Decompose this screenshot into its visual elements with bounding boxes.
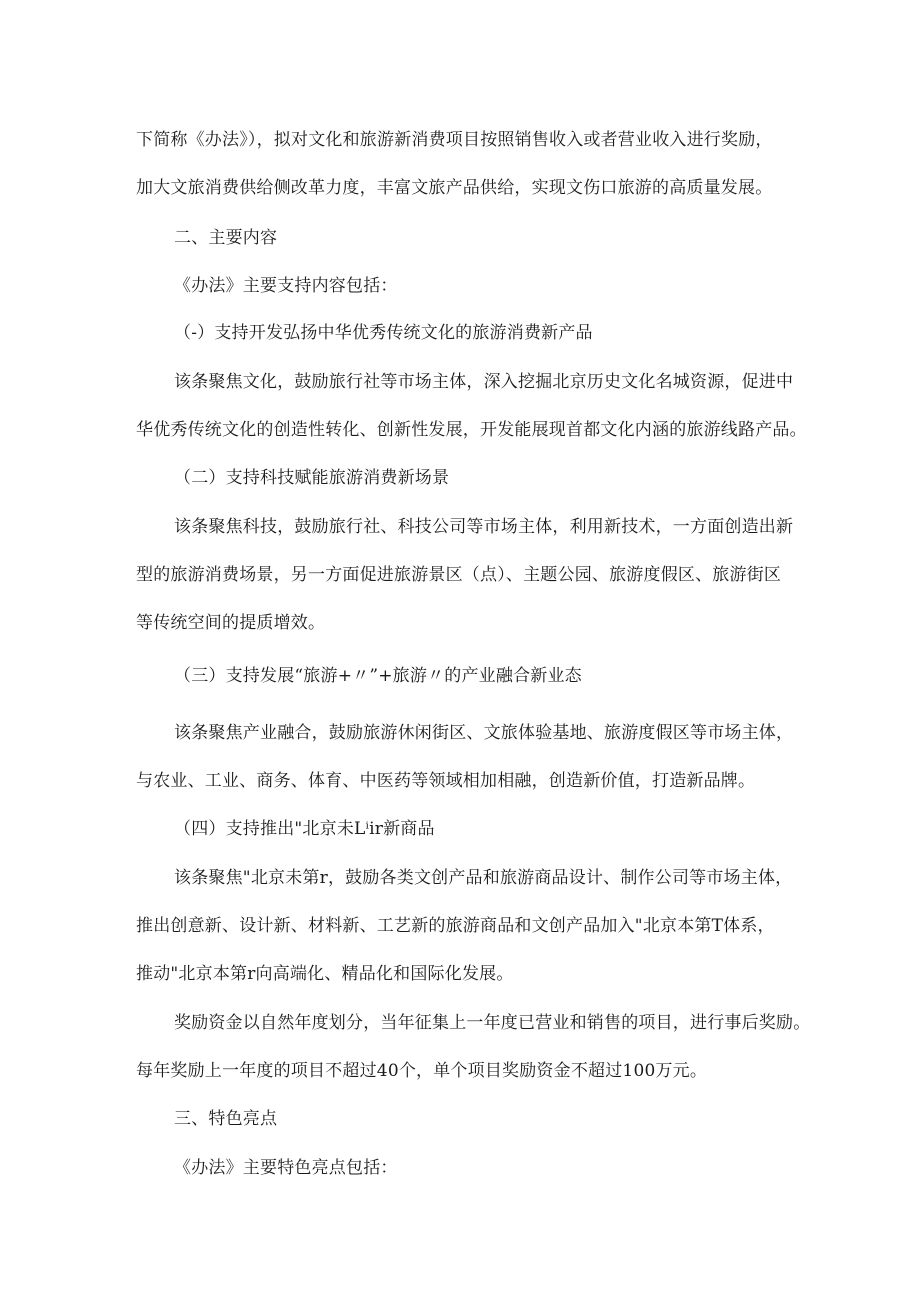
paragraph-line: 下简称《办法》），拟对文化和旅游新消费项目按照销售收入或者营业收入进行奖励， xyxy=(136,130,773,150)
paragraph-line: 奖励资金以自然年度划分，当年征集上一年度已营业和销售的项目，进行事后奖励。 xyxy=(174,1013,811,1033)
section-heading: 三、特色亮点 xyxy=(174,1109,278,1129)
paragraph-line: 该条聚焦"北京未第r，鼓励各类文创产品和旅游商品设计、制作公司等市场主体， xyxy=(174,868,793,888)
subsection-heading: （三）支持发展“旅游+〃”+旅游〃的产业融合新业态 xyxy=(174,666,582,686)
paragraph-line: 等传统空间的提质增效。 xyxy=(136,613,326,633)
paragraph-line: 每年奖励上一年度的项目不超过40个，单个项目奖励资金不超过100万元。 xyxy=(136,1061,708,1081)
subsection-heading: （-）支持开发弘扬中华优秀传统文化的旅游消费新产品 xyxy=(174,323,593,343)
paragraph-line: 《办法》主要支持内容包括： xyxy=(174,276,398,296)
subsection-heading: （四）支持推出"北京未Lⁱir新商品 xyxy=(174,819,435,839)
paragraph-line: 加大文旅消费供给侧改革力度，丰富文旅产品供给，实现文伤口旅游的高质量发展。 xyxy=(136,178,773,198)
paragraph-line: 《办法》主要特色亮点包括： xyxy=(174,1158,398,1178)
subsection-heading: （二）支持科技赋能旅游消费新场景 xyxy=(174,468,450,488)
paragraph-line: 推动"北京本第r向高端化、精品化和国际化发展。 xyxy=(136,964,514,984)
paragraph-line: 华优秀传统文化的创造性转化、创新性发展，开发能展现首都文化内涵的旅游线路产品。 xyxy=(136,420,807,440)
section-heading: 二、主要内容 xyxy=(174,228,278,248)
paragraph-line: 推出创意新、设计新、材料新、工艺新的旅游商品和文创产品加入"北京本第T体系， xyxy=(136,916,775,936)
paragraph-line: 与农业、工业、商务、体育、中医药等领域相加相融，创造新价值，打造新品牌。 xyxy=(136,771,756,791)
paragraph-line: 该条聚焦产业融合，鼓励旅游休闲街区、文旅体验基地、旅游度假区等市场主体， xyxy=(174,723,794,743)
paragraph-line: 型的旅游消费场景，另一方面促进旅游景区（点）、主题公园、旅游度假区、旅游街区 xyxy=(136,565,782,585)
paragraph-line: 该条聚焦科技，鼓励旅行社、科技公司等市场主体，利用新技术，一方面创造出新 xyxy=(174,517,794,537)
paragraph-line: 该条聚焦文化，鼓励旅行社等市场主体，深入挖掘北京历史文化名城资源，促进中 xyxy=(174,372,794,392)
